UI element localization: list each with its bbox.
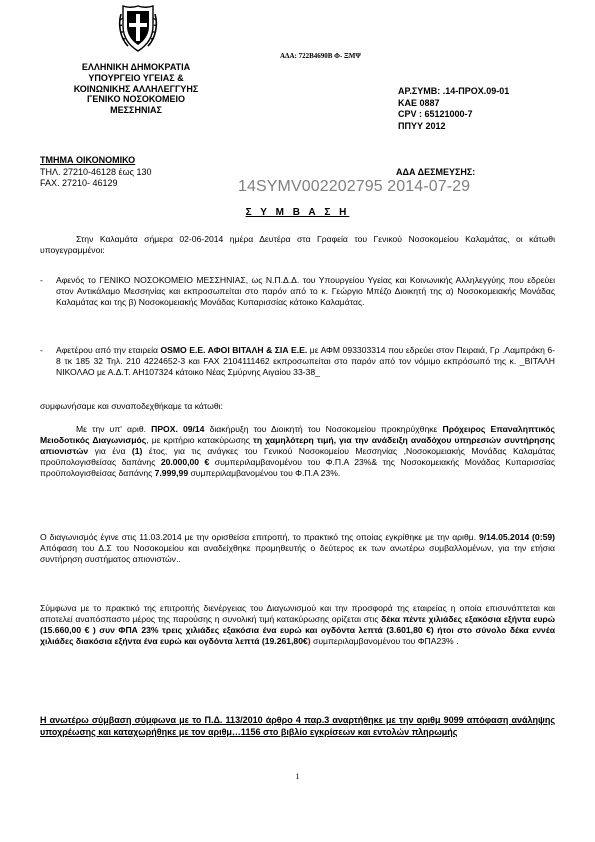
red-parenthesis: ) [307, 636, 311, 646]
contract-reference [398, 86, 509, 133]
party-a-item: - Αφενός το ΓΕΝΙΚΟ ΝΟΣΟΚΟΜΕΙΟ ΜΕΣΣΗΝΙΑΣ, ως Ν.Π.Δ.Δ. του Υπουργείου Υγείας και Κοινωνικής Αλληλεγγύης που εδρεύει στον Αντικάλαμο Μεσσηνίας και εκπροσωπείται στο παρόν από το κ. Γεώργιο Μπέζο Διοικητή της α) Νοσοκομειακής Μονάδας Καλαμάτας και της β) Νοσοκομειακής Μονάδας Κυπαρισσίας κάτοικο Καλαμάτας. [40, 275, 555, 307]
party-a-text: Αφενός το ΓΕΝΙΚΟ ΝΟΣΟΚΟΜΕΙΟ ΜΕΣΣΗΝΙΑΣ, ως Ν.Π.Δ.Δ. του Υπουργείου Υγείας και Κοινωνικής Αλληλεγγύης που εδρεύει στον Αντικάλαμο Μεσσηνίας και εκπροσωπείται στο παρόν από το κ. Γεώργιο Μπέζο Διοικητή της α) Νοσοκομειακής Μονάδας Καλαμάτας και της β) Νοσοκομειακής Μονάδας Κυπαρισσίας κάτοικο Καλαμάτας. [56, 275, 555, 307]
ada-top-code: ΑΔΑ: 722Β4690Β Φ- ΞΜΨ [280, 52, 361, 60]
party-b-item: - Αφετέρου από την εταιρεία OSMO Ε.Ε. ΑΦΟΙ ΒΙΤΑΛΗ & ΣΙΑ Ε.Ε. με ΑΦΜ 093303314 που εδρεύει στον Πειραιά, Γρ .Λαμπράκη 6-8 τκ 185 32 Τηλ. 210 4224652-3 και FAX 2104111462 εκπροσωπείται στο παρόν από τον νόμιμο εκπρόσωπό της κ. _ΒΙΤΑΛΗ ΝΙΚΟΛΑΟ με Α.Δ.Τ. ΑΗ107324 κάτοικο Νέας Σμύρνης Αιγαίου 33-38_ [40, 345, 556, 377]
intro-paragraph: Στην Καλαμάτα σήμερα 02-06-2014 ημέρα Δευτέρα στα Γραφεία του Γενικού Νοσοκομείου Καλαμάτας, οι κάτωθι υπογεγραμμένοι: [40, 234, 555, 255]
agreement-line: συμφωνήσαμε και συναποδεχθήκαμε τα κάτωθι: [40, 401, 223, 411]
document-title [0, 207, 595, 220]
fax-line: FAX. 27210- 46129 [40, 178, 118, 189]
title-text: Σ Υ Μ Β Α Σ Η [245, 207, 350, 218]
department-block [40, 155, 151, 190]
organization-header [56, 62, 216, 116]
price-paragraph: Σύμφωνα με το πρακτικό της επιτροπής διενέργειας του Διαγωνισμού και την προσφορά της εταιρείας η οποία επισυνάπτεται και αποτελεί αναπόσπαστο μέρος της παρούσης η συνολική τιμή κατακύρωσης ορίζεται στις δέκα πέντε χιλιάδες εξακόσια εξήντα ευρώ (15.660,00 € ) συν ΦΠΑ 23% τρεις χιλιάδες εξακόσια ένα ευρώ και ογδόντα λεπτά (3.601,80 €) ήτοι στο σύνολο δέκα εννέα χιλιάδες διακόσια εξήντα ένα ευρώ και ογδόντα λεπτά (19.261,80€) συμπεριλαμβανομένου του ΦΠΑ23% . [40, 603, 556, 646]
contract-number: ΑΡ.ΣΥΜΒ: .14-ΠΡΟΧ.09-01 [398, 86, 510, 96]
greek-coat-of-arms-icon [118, 4, 158, 54]
org-line: ΓΕΝΙΚΟ ΝΟΣΟΚΟΜΕΙΟ [87, 94, 185, 105]
cpv-code: CPV : 65121000-7 [398, 109, 473, 120]
award-paragraph: Ο διαγωνισμός έγινε στις 11.03.2014 με την ορισθείσα επιτροπή, το πρακτικό της οποίας εγκρίθηκε με την αριθμ. 9/14.05.2014 (0:59) Απόφαση του Δ.Σ του Νοσοκομείου και αναδείχθηκε προμηθευτής ο δεύτερος εκ των ανωτέρω συμβαλλομένων, για την ετήσια συντήρηση συστήματος απιονιστών.. [40, 532, 555, 564]
ada-commitment-code: 14SYMV002202795 2014-07-29 [238, 178, 471, 195]
org-line: ΜΕΣΣΗΝΙΑΣ [110, 105, 162, 116]
company-name: OSMO Ε.Ε. ΑΦΟΙ ΒΙΤΑΛΗ & ΣΙΑ Ε.Ε. [160, 345, 308, 355]
ada-commitment-label: ΑΔΑ ΔΕΣΜΕΥΣΗΣ: [396, 167, 476, 177]
org-line: ΥΠΟΥΡΓΕΙΟ ΥΓΕΙΑΣ & [88, 72, 184, 83]
department-title: ΤΜΗΜΑ ΟΙΚΟΝΟΜΙΚΟ [40, 155, 136, 165]
phone-line: ΤΗΛ. 27210-46128 έως 130 [40, 166, 152, 177]
ppyy-code: ΠΠΥΥ 2012 [398, 121, 446, 132]
kae-code: ΚΑΕ 0887 [398, 97, 440, 108]
party-b-text: Αφετέρου από την εταιρεία OSMO Ε.Ε. ΑΦΟΙ ΒΙΤΑΛΗ & ΣΙΑ Ε.Ε. με ΑΦΜ 093303314 που εδρεύει στον Πειραιά, Γρ .Λαμπράκη 6-8 τκ 185 32 Τηλ. 210 4224652-3 και FAX 2104111462 εκπροσωπείται στο παρόν από τον νόμιμο εκπρόσωπό της κ. _ΒΙΤΑΛΗ ΝΙΚΟΛΑΟ με Α.Δ.Τ. ΑΗ107324 κάτοικο Νέας Σμύρνης Αιγαίου 33-38_ [56, 345, 556, 377]
org-line: ΕΛΛΗΝΙΚΗ ΔΗΜΟΚΡΑΤΙΑ [81, 62, 191, 72]
page-number: 1 [295, 772, 300, 781]
publication-note: Η ανωτέρω σύμβαση σύμφωνα με το Π.Δ. 113/2010 άρθρο 4 παρ.3 αναρτήθηκε με την αριθμ 9099 απόφαση ανάληψης υποχρέωσης και καταχωρήθηκε με τον αριθμ…1156 στο βιβλίο εγκρίσεων και εντολών πληρωμής [40, 715, 555, 737]
tender-paragraph: Με την υπ' αριθ. ΠΡΟΧ. 09/14 διακήρυξη του Διοικητή του Νοσοκομείου προκηρύχθηκε Πρόχειρος Επαναληπτικός Μειοδοτικός Διαγωνισμός, με κριτήριο κατακύρωσης τη χαμηλότερη τιμή, για την ανάδειξη αναδόχου υπηρεσιών συντήρησης απιονιστών για ένα (1) έτος, για τις ανάγκες του Γενικού Νοσοκομείου Μεσσηνίας ,Νοσοκομειακής Μονάδας Καλαμάτας προϋπολογισθείσας δαπάνης 20.000,00 € συμπεριλαμβανομένου του Φ.Π.Α 23%& της Νοσοκομειακής Μονάδας Κυπαρισσίας προϋπολογισθείσας δαπάνης 7.999,99 συμπεριλαμβανομένου του Φ.Π.Α 23%. [40, 424, 555, 478]
org-line: ΚΟΙΝΩΝΙΚΗΣ ΑΛΛΗΛΕΓΓΥΗΣ [73, 83, 199, 94]
